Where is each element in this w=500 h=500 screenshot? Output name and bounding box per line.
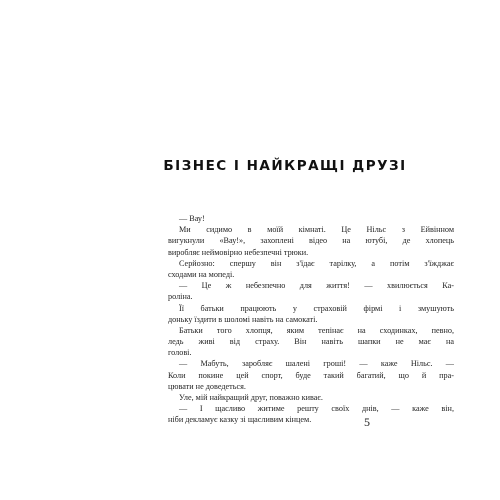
text-line: доньку їздити в шоломі навіть на самокаті. <box>168 314 318 324</box>
text-line: — Вау! <box>179 214 205 223</box>
text-line: Батьки того хлопця, яким тепінає на сходинках, певно, <box>179 325 454 335</box>
text-line: Серйозно: спершу він з'їдає тарілку, а потім з'їжджає <box>179 258 454 268</box>
text-line: Її батьки працюють у страховій фірмі і змушують <box>179 303 454 313</box>
text-line: — І щасливо житиме решту своїх днів, — каже він, <box>179 404 454 414</box>
chapter-body-text <box>168 213 454 426</box>
text-line: Коли покине цей спорт, буде такий багатий, що й пра- <box>168 370 454 380</box>
text-line: виробляє неймовірно небезпечні трюки. <box>168 247 309 257</box>
text-line: Ми сидимо в моїй кімнаті. Це Нільс з Ейвінном <box>179 225 454 235</box>
chapter-title: БІЗНЕС І НАЙКРАЩІ ДРУЗІ <box>163 158 407 174</box>
text-line: ледь живі від страху. Він навіть шапки не має на <box>168 337 454 347</box>
text-line: сходами на мопеді. <box>168 269 235 279</box>
page-number: 5 <box>364 415 370 429</box>
text-line: вигукнули «Вау!», захоплені відео на ютубі, де хлопець <box>168 236 454 246</box>
text-line: Уле, мій найкращий друг, поважно киває. <box>179 393 323 402</box>
text-line: ніби декламує казку зі щасливим кінцем. <box>168 415 312 425</box>
text-line: — Мабуть, заробляє шалені гроші! — каже Нільс. — <box>179 359 454 369</box>
text-line: цювати не доведеться. <box>168 381 246 391</box>
text-line: роліна. <box>168 292 193 302</box>
text-line: — Це ж небезпечно для життя! — хвилюється Ка- <box>179 281 454 291</box>
text-line: голові. <box>168 348 192 358</box>
